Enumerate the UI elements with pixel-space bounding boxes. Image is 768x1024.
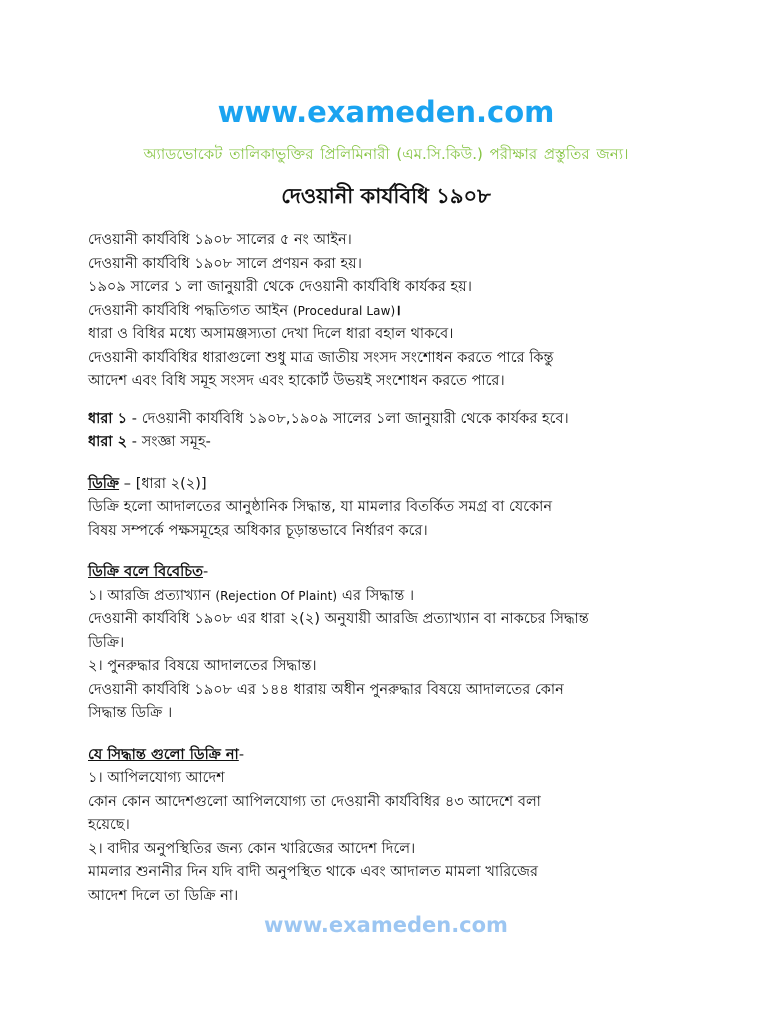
deemed-item-1 (88, 585, 684, 609)
deemed-heading-line (88, 561, 684, 585)
text-span: । (395, 302, 401, 319)
text-line: ডিক্রি। (88, 634, 125, 651)
section-label: ধারা ২ (88, 434, 128, 450)
section-text: - সংজ্ঞা সমূহ- (131, 434, 211, 450)
english-term: (Rejection Of Plaint) (215, 588, 338, 603)
text-line: ২। বাদীর অনুপস্থিতির জন্য কোন খারিজের আদেশ দিলে। (88, 840, 416, 857)
subtitle: অ্যাডভোকেট তালিকাভুক্তির প্রিলিমিনারী (এম.সি.কিউ.) পরীক্ষার প্রস্তুতির জন্য। (143, 145, 629, 163)
not-decree-block (88, 744, 684, 909)
text-line: দেওয়ানী কার্যবিধির ধারাগুলো শুধু মাত্র জাতীয় সংসদ সংশোধন করতে পারে কিন্তু (88, 349, 554, 366)
spacer (88, 543, 684, 561)
text-line: কোন কোন আদেশগুলো আপিলযোগ্য তা দেওয়ানী কার্যবিধির ৪৩ আদেশে বলা (88, 793, 541, 810)
text-line: ধারা ও বিধির মধ্যে অসামঞ্জস্যতা দেখা দিলে ধারা বহাল থাকবে। (88, 326, 454, 342)
text-line: ২। পুনরুদ্ধার বিষয়ে আদালতের সিদ্ধান্ত। (88, 658, 317, 674)
text-line: ১। আপিলযোগ্য আদেশ (88, 770, 225, 786)
document-heading: দেওয়ানী কার্যবিধি ১৯০৮ (281, 184, 491, 208)
intro-block (88, 229, 684, 394)
text-line: হয়েছে। (88, 817, 130, 833)
section-1-line (88, 408, 684, 432)
english-term: (Procedural Law) (292, 303, 396, 318)
decree-heading: ডিক্রি (88, 475, 120, 492)
text-line: আদেশ দিলে তা ডিক্রি না। (88, 887, 239, 904)
deemed-decree-block (88, 561, 684, 726)
section-text: - দেওয়ানী কার্যবিধি ১৯০৮,১৯০৯ সালের ১লা জানুয়ারী থেকে কার্যকর হবে। (131, 410, 569, 427)
text-line: দেওয়ানী কার্যবিধি ১৯০৮ সালে প্রণয়ন করা হয়। (88, 255, 362, 272)
text-line: দেওয়ানী কার্যবিধি ১৯০৮ সালের ৫ নং আইন। (88, 232, 352, 248)
procedural-law-line (88, 300, 684, 324)
text-line: সিদ্ধান্ত ডিক্রি । (88, 705, 173, 721)
text-line: ১৯০৯ সালের ১ লা জানুয়ারী থেকে দেওয়ানী কার্যবিধি কার্যকর হয়। (88, 279, 472, 295)
section-label: ধারা ১ (88, 410, 128, 427)
deemed-heading: ডিক্রি বলে বিবেচিত (88, 564, 203, 580)
spacer (88, 455, 684, 473)
decree-block (88, 473, 684, 544)
not-decree-heading-line (88, 744, 684, 768)
text-span: দেওয়ানী কার্যবিধি পদ্ধতিগত আইন (88, 302, 289, 319)
sections-block (88, 408, 684, 455)
text-span: - (203, 564, 209, 580)
decree-heading-line (88, 473, 684, 497)
not-decree-heading: যে সিদ্ধান্ত গুলো ডিক্রি না (88, 746, 239, 763)
text-line: আদেশ এবং বিধি সমূহ সংসদ এবং হাকোর্ট উভয়ই সংশোধন করতে পারে। (88, 373, 505, 389)
text-line: দেওয়ানী কার্যবিধি ১৯০৮ এর ধারা ২(২) অনুযায়ী আরজি প্রত্যাখ্যান বা নাকচের সিদ্ধান্ত (88, 611, 589, 627)
decree-ref: – [ধারা ২(২)] (123, 475, 207, 492)
text-span: এর সিদ্ধান্ত । (341, 587, 415, 604)
text-line: দেওয়ানী কার্যবিধি ১৯০৮ এর ১৪৪ ধারায় অধীন পুনরুদ্ধার বিষয়ে আদালতের কোন (88, 681, 564, 698)
text-line: ডিক্রি হলো আদালতের আনুষ্ঠানিক সিদ্ধান্ত, যা মামলার বিতর্কিত সমগ্র বা যেকোন (88, 499, 553, 515)
site-title-link[interactable]: www.exameden.com (217, 95, 555, 129)
text-line: বিষয় সম্পর্কে পক্ষসমূহের অধিকার চূড়ান্তভাবে নির্ধারণ করে। (88, 522, 428, 539)
section-2-line (88, 431, 684, 455)
spacer (88, 394, 684, 408)
spacer (88, 726, 684, 744)
text-line: মামলার শুনানীর দিন যদি বাদী অনুপস্থিত থাকে এবং আদালত মামলা খারিজের (88, 864, 539, 880)
text-span: ১। আরজি প্রত্যাখ্যান (88, 587, 211, 604)
text-span: - (238, 746, 245, 763)
footer-site-link[interactable]: www.exameden.com (264, 913, 508, 937)
